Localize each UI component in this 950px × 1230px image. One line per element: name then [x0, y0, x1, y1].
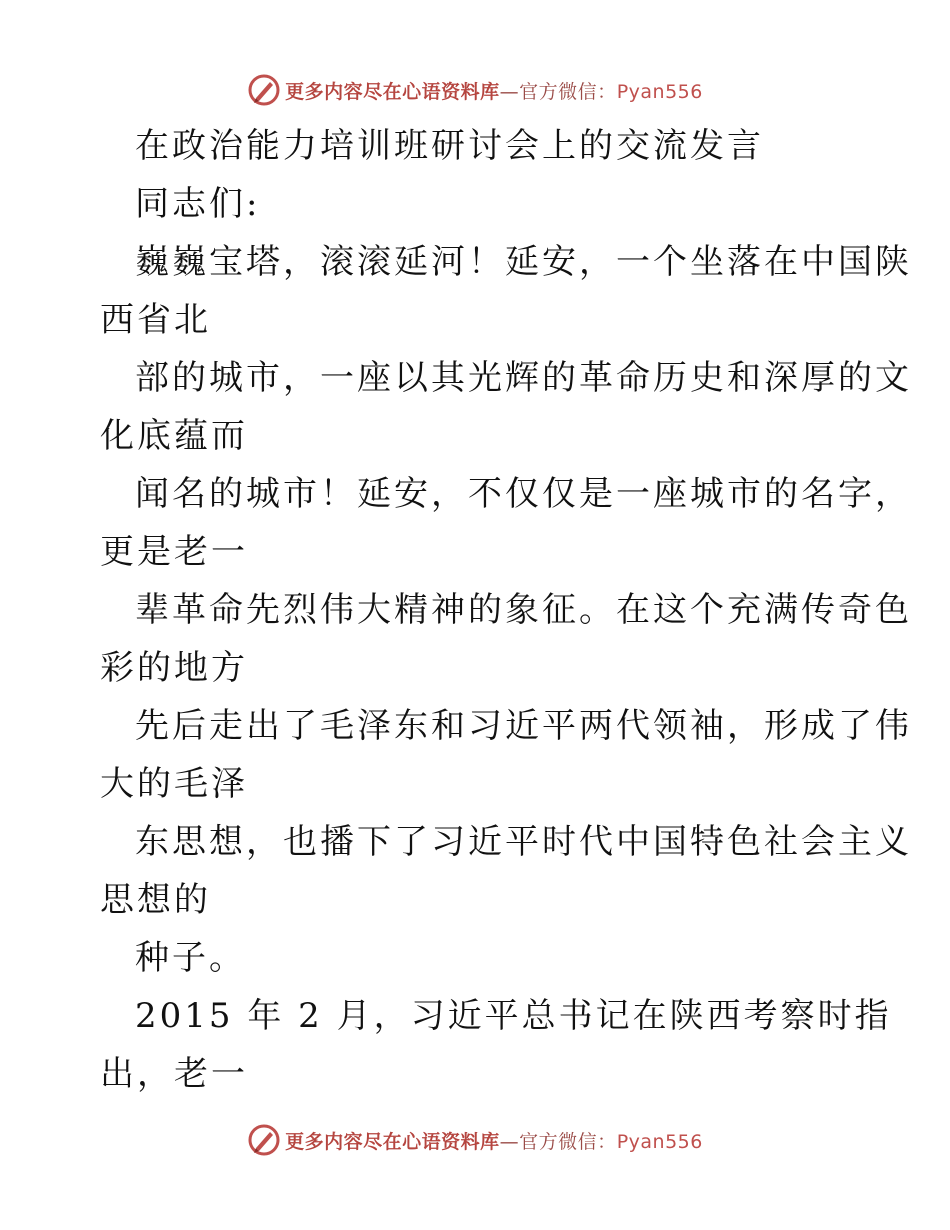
watermark-id: Pyan556 — [616, 80, 703, 103]
text-line: 化底蕴而 — [100, 416, 248, 456]
watermark-main: 更多内容尽在心语资料库 — [285, 1130, 500, 1153]
text-line: 思想的 — [100, 880, 211, 920]
pen-logo-icon — [247, 73, 281, 107]
pen-logo-icon — [247, 1123, 281, 1157]
text-line: 更是老一 — [100, 532, 248, 572]
salutation: 同志们: — [135, 184, 261, 224]
text-line: 东思想，也播下了习近平时代中国特色社会主义 — [135, 822, 912, 862]
watermark-main: 更多内容尽在心语资料库 — [285, 80, 500, 103]
text-line: 巍巍宝塔，滚滚延河！延安，一个坐落在中国陕 — [135, 242, 912, 282]
watermark-separator: —官方微信： — [499, 80, 617, 103]
watermark-text — [285, 77, 703, 104]
text-line: 先后走出了毛泽东和习近平两代领袖，形成了伟 — [135, 706, 912, 746]
text-line: 辈革命先烈伟大精神的象征。在这个充满传奇色 — [135, 590, 912, 630]
watermark-text — [285, 1127, 703, 1154]
text-line: 出，老一 — [100, 1054, 248, 1094]
header-watermark — [0, 70, 950, 110]
watermark-separator: —官方微信： — [499, 1130, 617, 1153]
footer-watermark — [0, 1120, 950, 1160]
text-line: 大的毛泽 — [100, 764, 248, 804]
text-line: 种子。 — [135, 938, 246, 978]
watermark-id: Pyan556 — [616, 1130, 703, 1153]
text-line: 闻名的城市！延安，不仅仅是一座城市的名字， — [135, 474, 912, 514]
document-title: 在政治能力培训班研讨会上的交流发言 — [135, 126, 764, 166]
text-line: 西省北 — [100, 300, 211, 340]
text-line: 2015 年 2 月，习近平总书记在陕西考察时指 — [135, 996, 892, 1036]
text-line: 彩的地方 — [100, 648, 248, 688]
text-line: 部的城市，一座以其光辉的革命历史和深厚的文 — [135, 358, 912, 398]
